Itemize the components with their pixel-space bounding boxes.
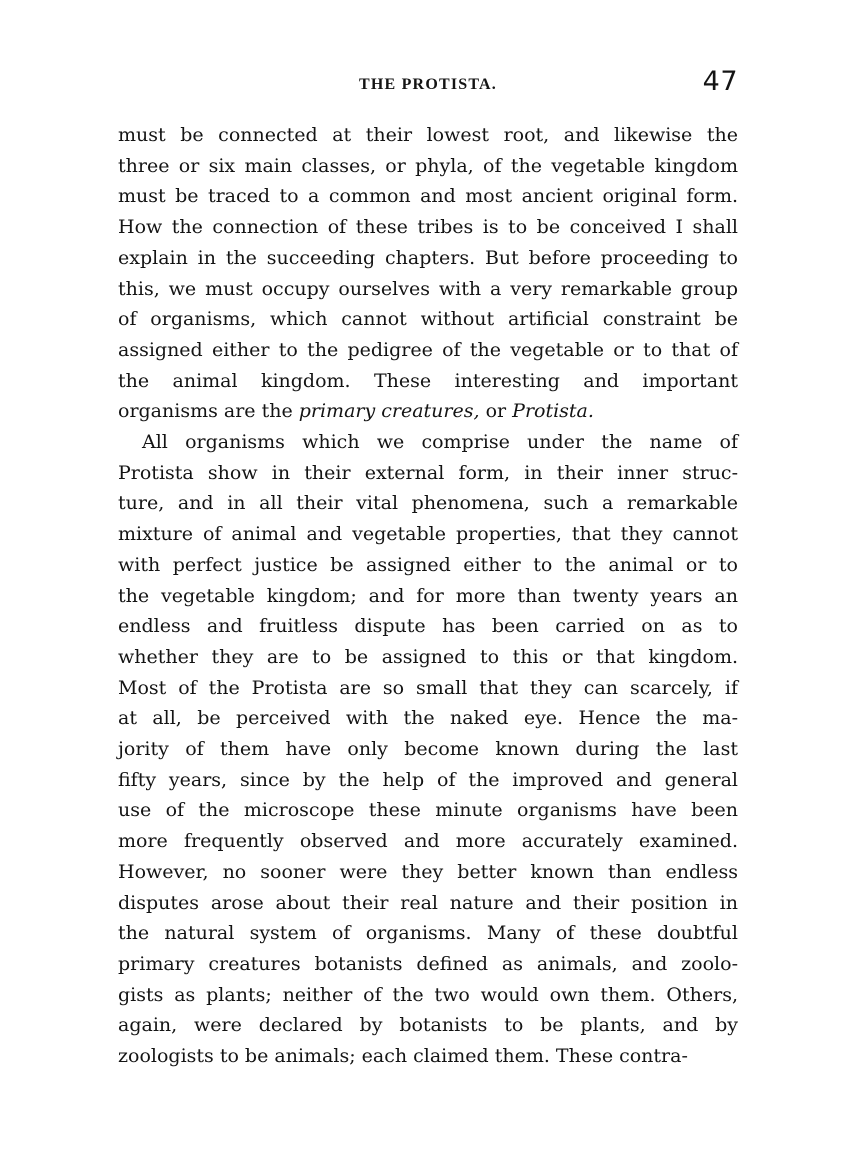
text-line [118, 335, 738, 366]
text-segment: Protista show in their external form, in their inner struc- [118, 461, 738, 484]
text-line [118, 949, 738, 980]
text-segment: gists as plants; neither of the two would own them. Others, [118, 983, 738, 1006]
text-segment: must be traced to a common and most ancient original form. [118, 185, 738, 208]
text-line [118, 366, 738, 397]
text-line [118, 642, 738, 673]
text-line [118, 304, 738, 335]
text-line [118, 243, 738, 274]
text-segment: of organisms, which cannot without artificial constraint be [118, 308, 738, 331]
text-segment: assigned either to the pedigree of the vegetable or to that of [118, 338, 738, 361]
text-segment: the animal kingdom. These interesting and important [118, 369, 738, 392]
text-segment: this, we must occupy ourselves with a very remarkable group [118, 277, 738, 300]
text-line [118, 581, 738, 612]
text-segment: again, were declared by botanists to be plants, and by [118, 1014, 738, 1037]
text-segment: must be connected at their lowest root, and likewise the [118, 124, 738, 146]
text-line [118, 857, 738, 888]
text-line [118, 550, 738, 581]
text-segment: with perfect justice be assigned either to the animal or to [118, 553, 738, 576]
text-segment: at all, be perceived with the naked eye. Hence the ma- [118, 707, 738, 730]
page-number: 47 [702, 66, 738, 97]
text-line [118, 765, 738, 796]
text-line [118, 734, 738, 765]
text-segment: How the connection of these tribes is to be conceived I shall [118, 216, 738, 239]
running-head [118, 66, 738, 106]
text-segment: the natural system of organisms. Many of these doubtful [118, 922, 738, 945]
text-segment: organisms are the [118, 400, 299, 423]
text-line [118, 611, 738, 642]
text-segment: primary creatures botanists defined as animals, and zoolo- [118, 952, 738, 975]
text-segment: explain in the succeeding chapters. But before proceeding to [118, 246, 738, 269]
text-segment: three or six main classes, or phyla, of the vegetable kingdom [118, 154, 738, 177]
italic-text: Protista. [512, 400, 594, 423]
text-segment: mixture of animal and vegetable properties, that they cannot [118, 523, 738, 546]
text-line [118, 1041, 738, 1072]
text-line [118, 274, 738, 305]
text-line [118, 181, 738, 212]
text-segment: endless and fruitless dispute has been carried on as to [118, 615, 738, 638]
text-segment: All organisms which we comprise under the name of [142, 431, 738, 454]
text-segment: zoologists to be animals; each claimed them. These contra- [118, 1045, 688, 1068]
text-line [118, 212, 738, 243]
text-segment: more frequently observed and more accurately examined. [118, 830, 738, 853]
text-segment: However, no sooner were they better known than endless [118, 860, 738, 883]
italic-text: primary creatures, [298, 400, 480, 423]
text-line [118, 519, 738, 550]
text-segment: ture, and in all their vital phenomena, such a remarkable [118, 492, 738, 515]
text-line [118, 826, 738, 857]
text-segment: the vegetable kingdom; and for more than twenty years an [118, 584, 738, 607]
text-segment: Most of the Protista are so small that they can scarcely, if [118, 676, 738, 699]
text-line [118, 673, 738, 704]
text-segment: or [479, 400, 513, 423]
text-line [118, 151, 738, 182]
running-title: THE PROTISTA. [359, 76, 497, 93]
text-line [118, 980, 738, 1011]
text-line [118, 888, 738, 919]
text-line [118, 795, 738, 826]
body-text [118, 120, 738, 1072]
text-segment: use of the microscope these minute organisms have been [118, 799, 738, 822]
text-line [118, 918, 738, 949]
text-line [118, 703, 738, 734]
text-line [118, 427, 738, 458]
text-line [118, 1010, 738, 1041]
text-segment: whether they are to be assigned to this or that kingdom. [118, 645, 738, 668]
text-segment: fifty years, since by the help of the improved and general [118, 768, 738, 791]
text-segment: jority of them have only become known during the last [118, 738, 738, 761]
text-line [118, 120, 738, 151]
text-segment: disputes arose about their real nature and their position in [118, 891, 738, 914]
text-line [118, 458, 738, 489]
text-line [118, 396, 738, 427]
text-line [118, 488, 738, 519]
